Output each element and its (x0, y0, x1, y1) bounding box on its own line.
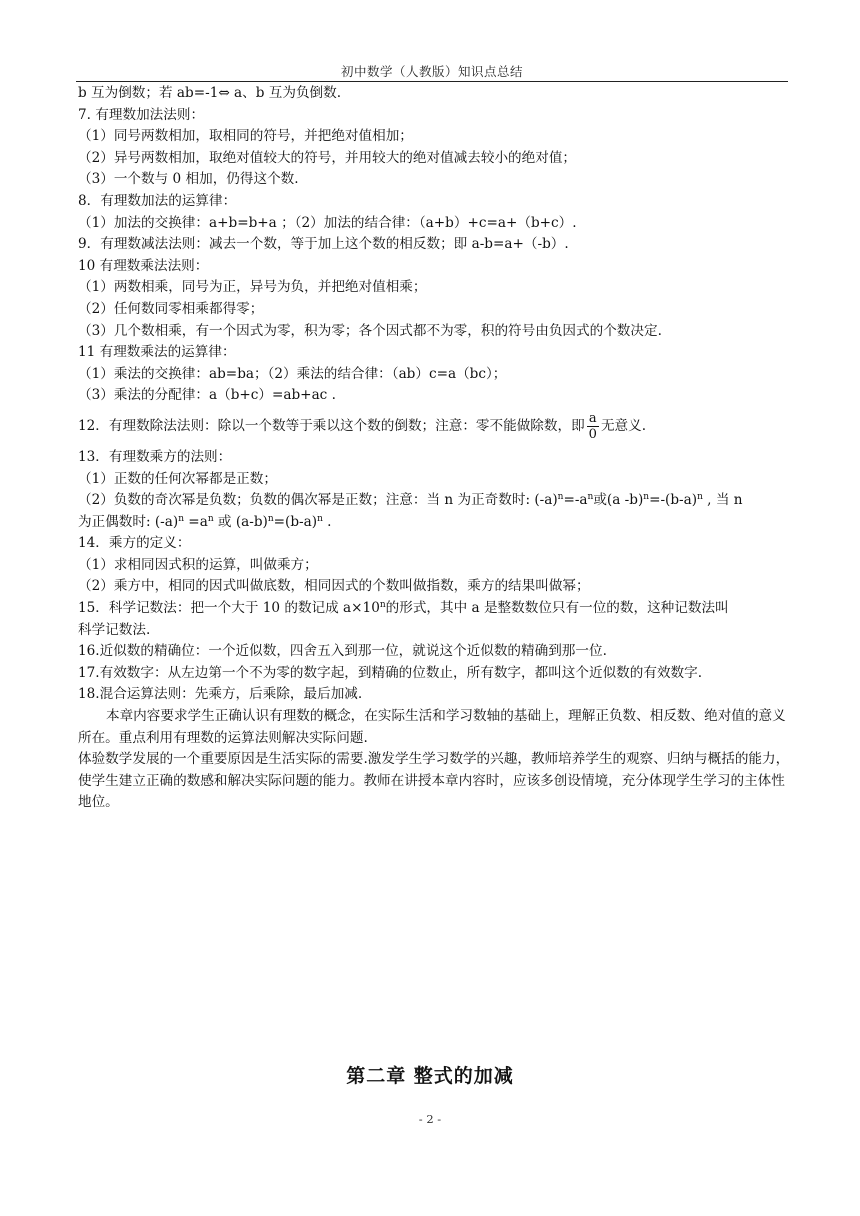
text-line: （3）几个数相乘，有一个因式为零，积为零；各个因式都不为零，积的符号由负因式的个数决定. (78, 322, 662, 339)
exponent: n (178, 513, 184, 524)
exponent: n (317, 513, 323, 524)
text-segment: 为正偶数时: (-a) (78, 513, 179, 530)
text-line: 18.混合运算法则：先乘方，后乘除，最后加减. (78, 686, 363, 703)
text-segment: 或 (a-b) (213, 513, 268, 530)
text-line: 17.有效数字：从左边第一个不为零的数字起，到精确的位数止，所有数字，都叫这个近似数的有效数字. (78, 664, 703, 681)
division-rule-line (78, 407, 790, 447)
power-rule-line (78, 490, 790, 512)
text-line: （2）乘方中，相同的因式叫做底数，相同因式的个数叫做指数，乘方的结果叫做幂； (78, 578, 590, 595)
exponent: n (643, 492, 650, 503)
text-segment: . (322, 513, 332, 530)
exponent: n (557, 492, 564, 503)
summary-paragraph: 本章内容要求学生正确认识有理数的概念，在实际生活和学习数轴的基础上，理解正负数、相反数、绝对值的意义所在。重点利用有理数的运算法则解决实际问题. (78, 708, 786, 746)
section-heading: 7. 有理数加法法则： (78, 106, 205, 123)
text-line: （1）同号两数相加，取相同的符号，并把绝对值相加； (78, 128, 413, 145)
text-segment: =-(b-a) (649, 492, 698, 509)
text-line: （1）两数相乘，同号为正，异号为负，并把绝对值相乘； (78, 279, 427, 296)
text-line: （2）异号两数相加，取绝对值较大的符号，并用较大的绝对值减去较小的绝对值； (78, 149, 577, 166)
fraction-numerator: a (588, 411, 597, 427)
section-heading: 11 有理数乘法的运算律： (78, 344, 236, 361)
text-segment: =-a (563, 492, 588, 509)
text-segment: 12．有理数除法法则：除以一个数等于乘以这个数的倒数；注意：零不能做除数，即 (78, 418, 585, 435)
exponent: n (379, 600, 386, 611)
text-segment: 15．科学记数法：把一个大于 10 的数记成 a×10 (78, 600, 380, 617)
text-segment: 的形式，其中 a 是整数数位只有一位的数，这种记数法叫 (385, 600, 729, 617)
summary-paragraph: 体验数学发展的一个重要原因是生活实际的需要.激发学生学习数学的兴趣，教师培养学生的观察、归纳与概括的能力，使学生建立正确的数感和解决实际问题的能力。教师在讲授本章内容时，应该多创设情境，充分体现学生学习的主体性地位。 (78, 751, 790, 811)
text-segment: =a (183, 513, 208, 530)
text-segment: （2）负数的奇次幂是负数；负数的偶次幂是正数；注意：当 n 为正奇数时: (-a) (78, 492, 558, 509)
text-segment: 无意义. (600, 418, 647, 435)
text-line: （3）乘法的分配律：a（b+c）=ab+ac . (78, 387, 336, 404)
scientific-notation-line (78, 598, 790, 620)
text-segment: =(b-a) (273, 513, 318, 530)
section-heading: 14．乘方的定义： (78, 535, 191, 552)
chapter-title: 第二章 整式的加减 (346, 1065, 514, 1087)
page-header: 初中数学（人教版）知识点总结 (340, 64, 523, 79)
exponent: n (697, 492, 703, 503)
text-segment: 或(a -b) (593, 492, 644, 509)
section-heading: 10 有理数乘法法则： (78, 257, 209, 274)
text-line: （1）加法的交换律：a+b=b+a ；（2）加法的结合律：（a+b）+c=a+（b+c）. (78, 214, 577, 231)
section-heading: 9．有理数减法法则：减去一个数，等于加上这个数的相反数；即 a-b=a+（-b）. (78, 236, 569, 253)
exponent: n (207, 513, 214, 524)
text-line: （3）一个数与 0 相加，仍得这个数. (78, 171, 299, 188)
section-heading: 8．有理数加法的运算律： (78, 192, 237, 209)
section-heading: 13．有理数乘方的法则： (78, 448, 232, 465)
exponent: n (267, 513, 274, 524)
fraction-denominator: 0 (588, 427, 597, 443)
document-body (78, 83, 790, 814)
fraction-a-over-0 (587, 411, 599, 442)
text-line: （1）正数的任何次幂都是正数； (78, 470, 277, 487)
text-line: （1）求相同因式积的运算，叫做乘方； (78, 556, 318, 573)
page-number: - 2 - (418, 1112, 442, 1126)
text-line: 16.近似数的精确位：一个近似数，四舍五入到那一位，就说这个近似数的精确到那一位. (78, 643, 607, 660)
text-segment: , 当 n (702, 492, 743, 509)
text-line: （2）任何数同零相乘都得零； (78, 300, 264, 317)
text-line: 科学记数法. (78, 621, 151, 638)
header-divider (76, 81, 788, 82)
exponent: n (587, 492, 594, 503)
power-rule-line (78, 512, 790, 534)
text-line: b 互为倒数；若 ab=-1⇔ a、b 互为负倒数. (78, 85, 342, 101)
text-line: （1）乘法的交换律：ab=ba；（2）乘法的结合律：（ab）c=a（bc）； (78, 365, 507, 382)
